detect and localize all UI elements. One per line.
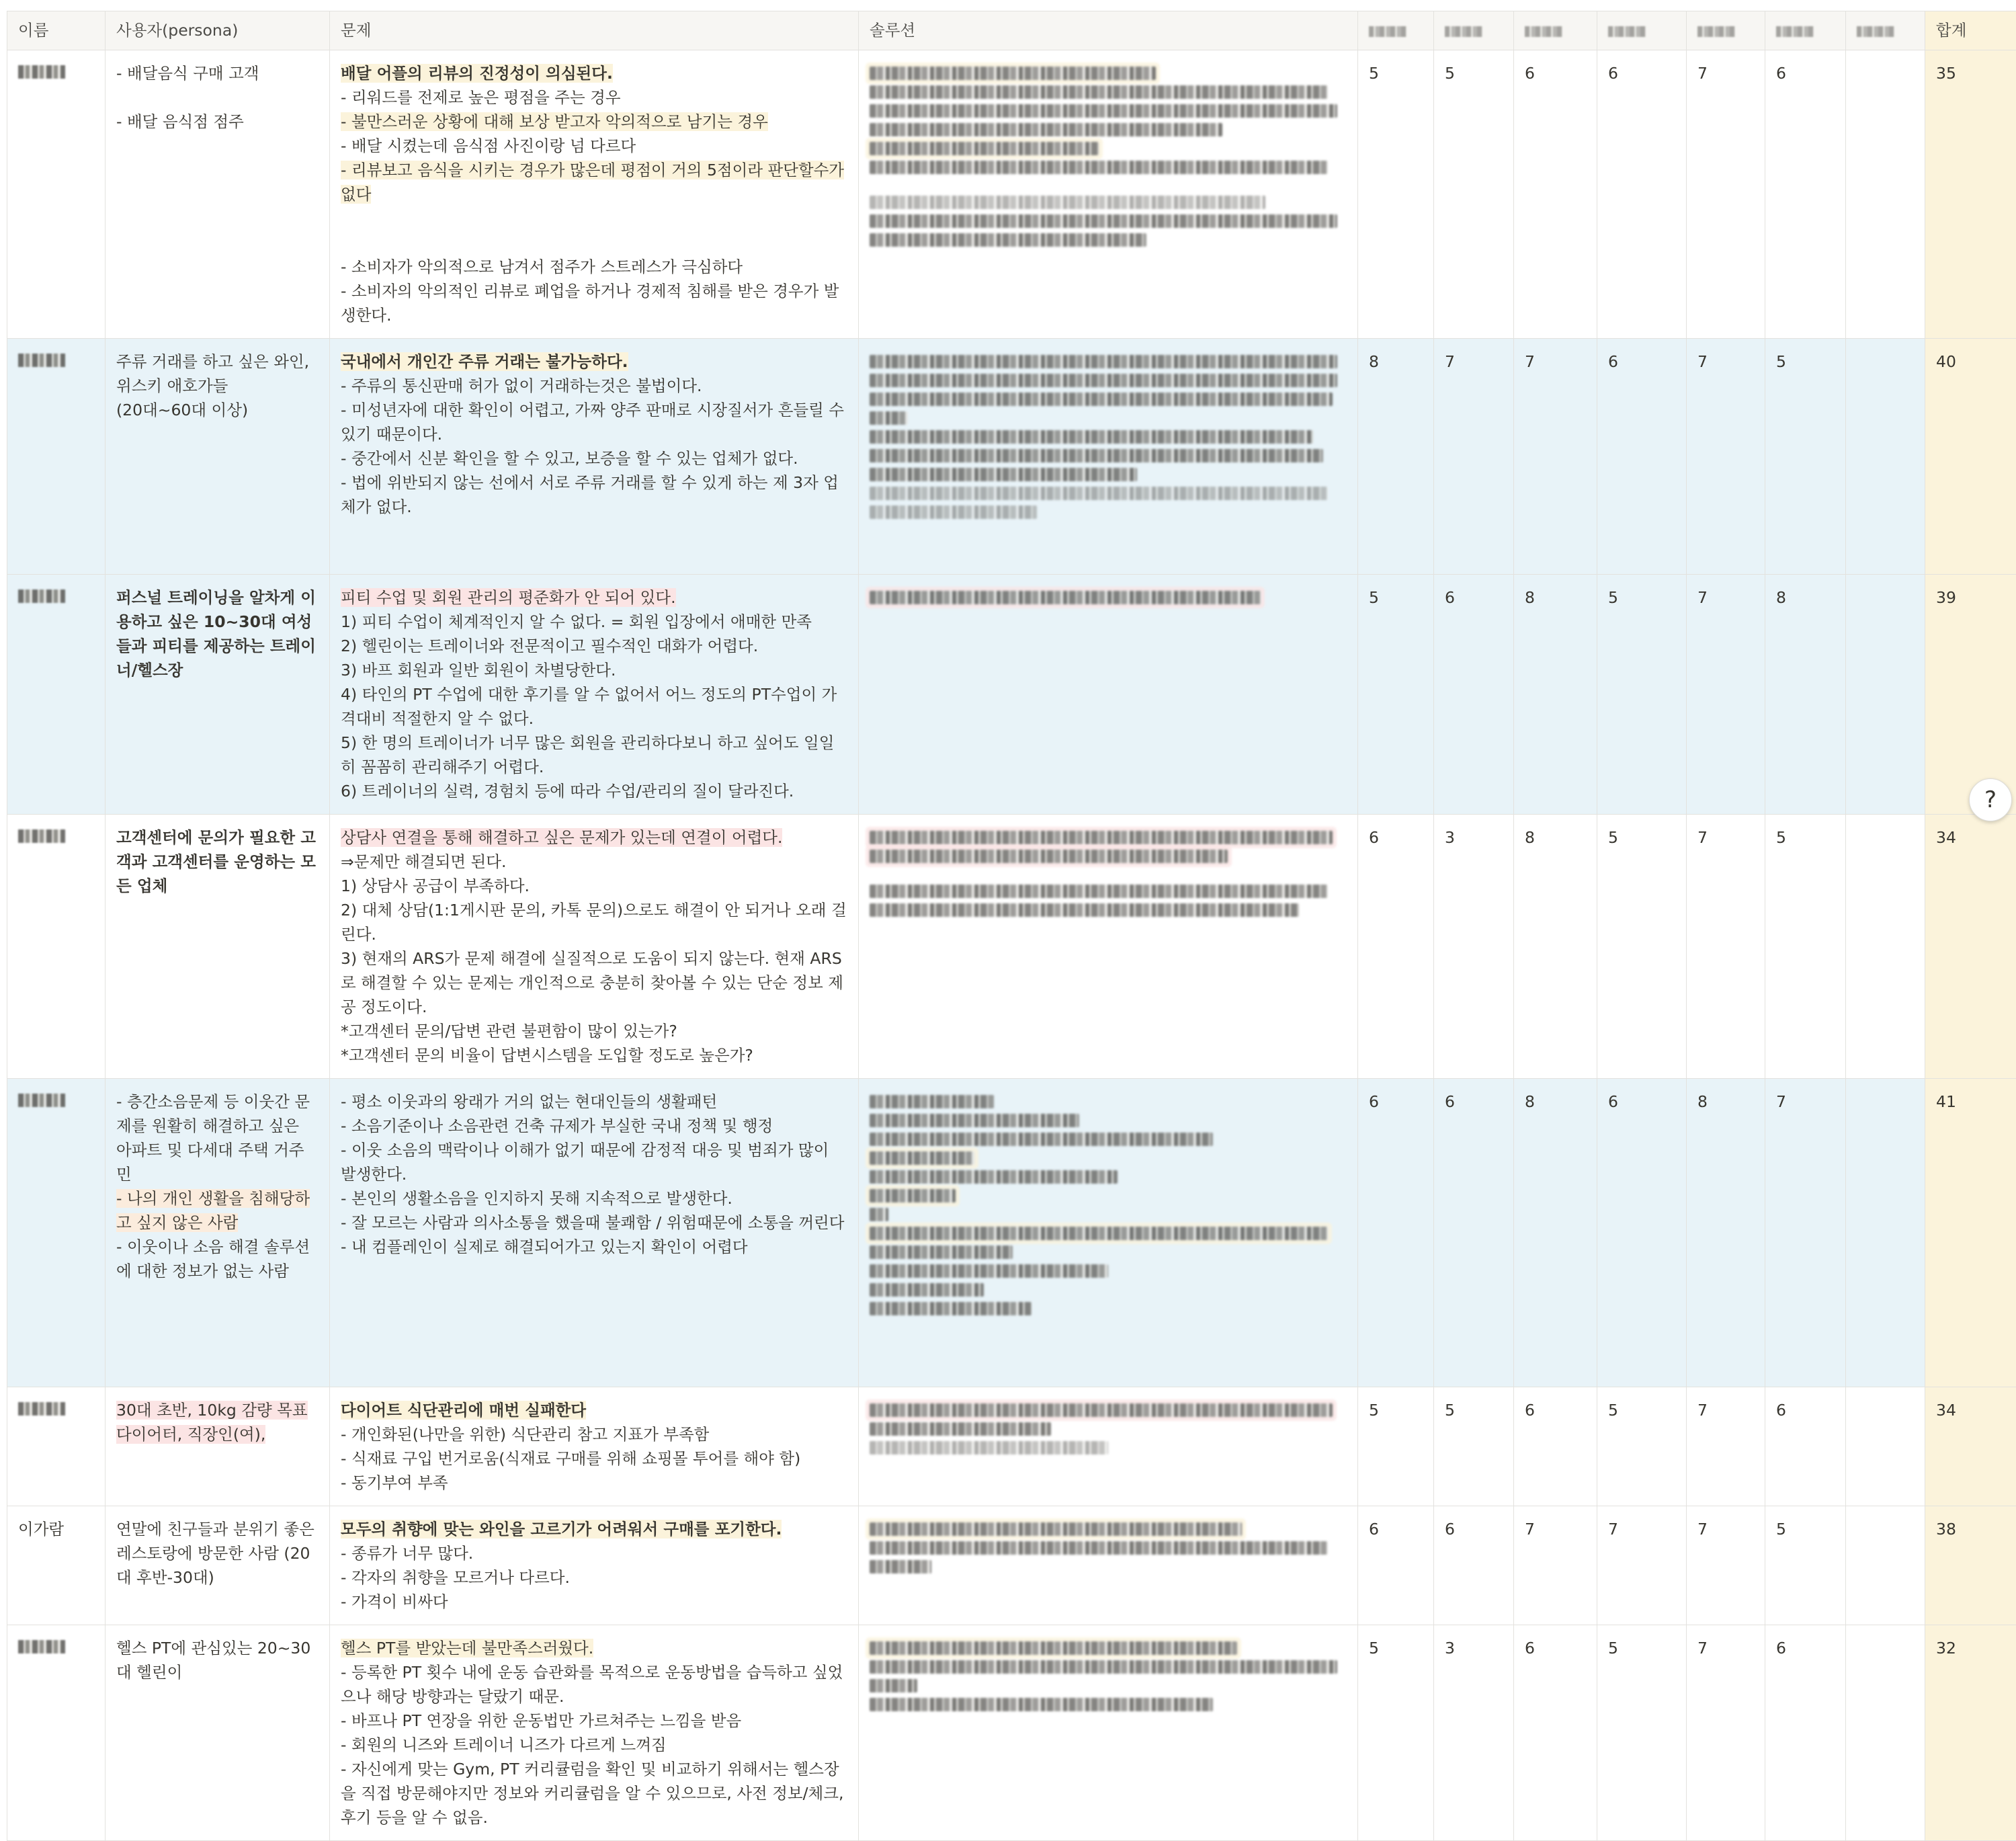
persona-cell[interactable] xyxy=(106,339,330,575)
score-cell[interactable]: 5 xyxy=(1765,339,1846,575)
problem-title: 헬스 PT를 받았는데 불만족스러웠다. xyxy=(341,1639,593,1658)
problem-line: - 개인화된(나만을 위한) 식단관리 참고 지표가 부족함 xyxy=(341,1422,847,1446)
table-row[interactable] xyxy=(7,575,2016,815)
column-header-score-2[interactable] xyxy=(1434,11,1514,50)
score-cell[interactable]: 5 xyxy=(1597,1625,1687,1841)
name-cell[interactable] xyxy=(7,1079,106,1387)
name-cell[interactable] xyxy=(7,339,106,575)
redacted-text xyxy=(870,1522,1242,1536)
problem-line: 6) 트레이너의 실력, 경험치 등에 따라 수업/관리의 질이 달라진다. xyxy=(341,779,847,803)
score-cell[interactable]: 6 xyxy=(1765,1387,1846,1506)
score-cell[interactable]: 8 xyxy=(1514,1079,1597,1387)
score-cell[interactable] xyxy=(1846,1625,1925,1841)
problem-line: - 주류의 통신판매 허가 없이 거래하는것은 불법이다. xyxy=(341,374,847,398)
problem-cell[interactable] xyxy=(330,575,859,815)
total-cell[interactable]: 35 xyxy=(1925,50,2016,339)
persona-cell[interactable] xyxy=(106,1079,330,1387)
redacted-text xyxy=(870,1264,1108,1278)
redacted-name xyxy=(18,1402,65,1416)
column-header-score-7[interactable] xyxy=(1846,11,1925,50)
score-cell[interactable]: 7 xyxy=(1687,815,1765,1079)
problem-line: - 본인의 생활소음을 인지하지 못해 지속적으로 발생한다. xyxy=(341,1186,847,1211)
problem-line: - 내 컴플레인이 실제로 해결되어가고 있는지 확인이 어렵다 xyxy=(341,1235,847,1259)
score-cell[interactable]: 7 xyxy=(1434,339,1514,575)
column-header-problem[interactable]: 문제 xyxy=(330,11,859,50)
score-cell[interactable]: 6 xyxy=(1597,339,1687,575)
redacted-text xyxy=(870,233,1146,247)
problem-line: - 리뷰보고 음식을 시키는 경우가 많은데 평점이 거의 5점이라 판단할수가 없다 xyxy=(341,161,844,204)
problem-line: - 평소 이웃과의 왕래가 거의 없는 현대인들의 생활패턴 xyxy=(341,1090,847,1114)
persona-line: 30대 초반, 10kg 감량 목표 다이어터, 직장인(여), xyxy=(116,1401,308,1444)
solution-cell[interactable] xyxy=(859,1079,1358,1387)
problem-line xyxy=(341,206,847,231)
problem-line: 3) 바프 회원과 일반 회원이 차별당한다. xyxy=(341,658,847,682)
problem-line: - 이웃 소음의 맥락이나 이해가 없기 때문에 감정적 대응 및 범죄가 많이 발생한다. xyxy=(341,1138,847,1186)
solution-cell[interactable] xyxy=(859,1387,1358,1506)
column-header-score-6[interactable] xyxy=(1765,11,1846,50)
column-header-score-3[interactable] xyxy=(1514,11,1597,50)
column-header-name[interactable]: 이름 xyxy=(7,11,106,50)
database-table xyxy=(7,11,2016,1841)
problem-cell[interactable] xyxy=(330,1625,859,1841)
score-cell[interactable]: 6 xyxy=(1434,1506,1514,1625)
problem-title: 국내에서 개인간 주류 거래는 불가능하다. xyxy=(341,352,628,371)
redacted-text xyxy=(870,196,1265,209)
problem-line: - 배달 시켰는데 음식점 사진이랑 넘 다르다 xyxy=(341,134,847,158)
column-header-score-4[interactable] xyxy=(1597,11,1687,50)
column-header-persona[interactable]: 사용자(persona) xyxy=(106,11,330,50)
score-cell[interactable]: 6 xyxy=(1434,1079,1514,1387)
total-cell[interactable]: 40 xyxy=(1925,339,2016,575)
persona-line: - 층간소음문제 등 이웃간 문제를 원활히 해결하고 싶은 아파트 및 다세대 주택 거주민 xyxy=(116,1090,319,1186)
redacted-text xyxy=(870,1151,974,1165)
score-cell[interactable]: 5 xyxy=(1597,815,1687,1079)
redacted-text xyxy=(870,1660,1337,1674)
redacted-text xyxy=(870,1679,917,1692)
score-cell[interactable]: 3 xyxy=(1434,1625,1514,1841)
persona-cell[interactable] xyxy=(106,575,330,815)
redacted-text xyxy=(870,430,1313,444)
score-cell[interactable] xyxy=(1846,50,1925,339)
redacted-header xyxy=(1525,26,1562,37)
problem-title: 배달 어플의 리뷰의 진정성이 의심된다. xyxy=(341,64,613,83)
score-cell[interactable]: 6 xyxy=(1597,1079,1687,1387)
column-header-score-1[interactable] xyxy=(1358,11,1434,50)
redacted-text xyxy=(870,1170,1118,1184)
redacted-header xyxy=(1697,26,1735,37)
problem-line: - 소비자가 악의적으로 남겨서 점주가 스트레스가 극심하다 xyxy=(341,255,847,279)
problem-cell[interactable] xyxy=(330,50,859,339)
problem-line: 2) 헬린이는 트레이너와 전문적이고 필수적인 대화가 어렵다. xyxy=(341,634,847,658)
problem-line: - 소비자의 악의적인 리뷰로 폐업을 하거나 경제적 침해를 받은 경우가 발생한다. xyxy=(341,279,847,327)
persona-line: - 이웃이나 소음 해결 솔루션에 대한 정보가 없는 사람 xyxy=(116,1235,319,1283)
total-cell[interactable]: 39 xyxy=(1925,575,2016,815)
persona-line: - 배달음식 구매 고객 xyxy=(116,61,319,85)
score-cell[interactable]: 5 xyxy=(1597,1387,1687,1506)
problem-cell[interactable] xyxy=(330,1506,859,1625)
redacted-text xyxy=(870,1560,931,1573)
name-cell[interactable] xyxy=(7,575,106,815)
problem-line: - 동기부여 부족 xyxy=(341,1471,847,1495)
name-cell[interactable] xyxy=(7,50,106,339)
score-cell[interactable]: 5 xyxy=(1358,50,1434,339)
redacted-name xyxy=(18,829,65,843)
problem-line: 2) 대체 상담(1:1게시판 문의, 카톡 문의)으로도 해결이 안 되거나 오래 걸린다. xyxy=(341,898,847,946)
problem-line: - 바프나 PT 연장을 위한 운동법만 가르쳐주는 느낌을 받음 xyxy=(341,1709,847,1733)
problem-line: - 중간에서 신분 확인을 할 수 있고, 보증을 할 수 있는 업체가 없다. xyxy=(341,446,847,471)
persona-cell[interactable] xyxy=(106,1387,330,1506)
redacted-text xyxy=(870,1189,956,1202)
score-cell[interactable]: 5 xyxy=(1597,575,1687,815)
redacted-header xyxy=(1857,26,1894,37)
redacted-header xyxy=(1369,26,1406,37)
redacted-text xyxy=(870,67,1156,80)
score-cell[interactable]: 5 xyxy=(1434,50,1514,339)
score-cell[interactable]: 6 xyxy=(1514,1387,1597,1506)
persona-line: 주류 거래를 하고 싶은 와인, 위스키 애호가들 xyxy=(116,350,319,398)
redacted-header xyxy=(1608,26,1646,37)
score-cell[interactable]: 7 xyxy=(1687,50,1765,339)
persona-line: - 배달 음식점 점주 xyxy=(116,110,319,134)
problem-line: - 미성년자에 대한 확인이 어렵고, 가짜 양주 판매로 시장질서가 흔들릴 수 있기 때문이다. xyxy=(341,398,847,446)
table-row[interactable] xyxy=(7,1625,2016,1841)
redacted-name xyxy=(18,589,65,603)
problem-line: ⇒문제만 해결되면 된다. xyxy=(341,850,847,874)
redacted-text xyxy=(870,1227,1328,1240)
redacted-text xyxy=(870,85,1328,99)
score-cell[interactable]: 7 xyxy=(1765,1079,1846,1387)
persona-cell[interactable] xyxy=(106,1506,330,1625)
redacted-text xyxy=(870,1245,1013,1259)
redacted-text xyxy=(870,411,908,425)
score-cell[interactable]: 5 xyxy=(1765,815,1846,1079)
problem-line: 4) 타인의 PT 수업에 대한 후기를 알 수 없어서 어느 정도의 PT수업이 가격대비 적절한지 알 수 없다. xyxy=(341,682,847,731)
redacted-text xyxy=(870,123,1222,136)
score-cell[interactable]: 7 xyxy=(1687,1625,1765,1841)
redacted-text xyxy=(870,885,1328,898)
redacted-name xyxy=(18,1094,65,1107)
problem-title: 다이어트 식단관리에 매번 실패한다 xyxy=(341,1401,586,1420)
problem-cell[interactable] xyxy=(330,339,859,575)
problem-line: - 가격이 비싸다 xyxy=(341,1590,847,1614)
problem-line: *고객센터 문의 비율이 답변시스템을 도입할 정도로 높은가? xyxy=(341,1043,847,1067)
redacted-text xyxy=(870,1422,1051,1436)
problem-line: - 잘 모르는 사람과 의사소통을 했을때 불쾌함 / 위험때문에 소통을 꺼린다 xyxy=(341,1211,847,1235)
redacted-text xyxy=(870,591,1261,604)
score-cell[interactable]: 6 xyxy=(1358,815,1434,1079)
problem-line: 1) 피티 수업이 체계적인지 알 수 없다. = 회원 입장에서 애매한 만족 xyxy=(341,610,847,634)
score-cell[interactable] xyxy=(1846,339,1925,575)
table-row[interactable] xyxy=(7,1079,2016,1387)
persona-line: - 나의 개인 생활을 침해당하고 싶지 않은 사람 xyxy=(116,1189,310,1232)
problem-cell[interactable] xyxy=(330,1079,859,1387)
redacted-header xyxy=(1776,26,1814,37)
redacted-text xyxy=(870,393,1333,406)
redacted-text xyxy=(870,1095,994,1108)
redacted-text xyxy=(870,355,1337,368)
problem-line: - 등록한 PT 횟수 내에 운동 습관화를 목적으로 운동방법을 습득하고 싶었으나 해당 방향과는 달랐기 때문. xyxy=(341,1660,847,1709)
score-cell[interactable]: 5 xyxy=(1434,1387,1514,1506)
persona-line: 퍼스널 트레이닝을 알차게 이용하고 싶은 10~30대 여성들과 피티를 제공하는 트레이너/헬스장 xyxy=(116,585,319,682)
problem-line: - 법에 위반되지 않는 선에서 서로 주류 거래를 할 수 있게 하는 제 3자 업체가 없다. xyxy=(341,471,847,519)
table-row[interactable] xyxy=(7,339,2016,575)
score-cell[interactable]: 5 xyxy=(1765,1506,1846,1625)
name-cell[interactable]: 이가람 xyxy=(7,1506,106,1625)
redacted-text xyxy=(870,1133,1213,1146)
score-cell[interactable]: 5 xyxy=(1358,1625,1434,1841)
problem-title: 상담사 연결을 통해 해결하고 싶은 문제가 있는데 연결이 어렵다. xyxy=(341,828,782,847)
redacted-text xyxy=(870,487,1328,500)
score-cell[interactable]: 7 xyxy=(1514,339,1597,575)
redacted-text xyxy=(870,449,1323,462)
score-cell[interactable]: 6 xyxy=(1358,1506,1434,1625)
table-row[interactable] xyxy=(7,50,2016,339)
redacted-text xyxy=(870,104,1337,118)
persona-cell[interactable] xyxy=(106,1625,330,1841)
score-cell[interactable] xyxy=(1846,1387,1925,1506)
redacted-name xyxy=(18,354,65,367)
help-button[interactable] xyxy=(1969,778,2012,821)
solution-cell[interactable] xyxy=(859,1506,1358,1625)
persona-cell[interactable] xyxy=(106,50,330,339)
question-mark-icon: ? xyxy=(1984,786,1997,813)
redacted-text xyxy=(870,831,1333,844)
score-cell[interactable]: 8 xyxy=(1687,1079,1765,1387)
score-cell[interactable]: 7 xyxy=(1687,575,1765,815)
total-cell[interactable]: 32 xyxy=(1925,1625,2016,1841)
problem-line: *고객센터 문의/답변 관련 불편함이 많이 있는가? xyxy=(341,1019,847,1043)
persona-line: 연말에 친구들과 분위기 좋은 레스토랑에 방문한 사람 (20대 후반-30대) xyxy=(116,1517,319,1590)
redacted-text xyxy=(870,468,1137,481)
score-cell[interactable] xyxy=(1846,1079,1925,1387)
score-cell[interactable]: 6 xyxy=(1514,50,1597,339)
header-row xyxy=(7,11,2016,50)
score-cell[interactable]: 6 xyxy=(1434,575,1514,815)
total-cell[interactable]: 34 xyxy=(1925,815,2016,1079)
problem-line: - 각자의 취향을 모르거나 다르다. xyxy=(341,1565,847,1590)
column-header-score-5[interactable] xyxy=(1687,11,1765,50)
redacted-text xyxy=(870,161,1328,174)
redacted-text xyxy=(870,1403,1333,1417)
total-cell[interactable]: 41 xyxy=(1925,1079,2016,1387)
total-cell[interactable]: 38 xyxy=(1925,1506,2016,1625)
problem-line: - 식재료 구입 번거로움(식재료 구매를 위해 쇼핑몰 투어를 해야 함) xyxy=(341,1446,847,1471)
name-cell[interactable] xyxy=(7,1387,106,1506)
problem-line: 3) 현재의 ARS가 문제 해결에 실질적으로 도움이 되지 않는다. 현재 ARS로 해결할 수 있는 문제는 개인적으로 충분히 찾아볼 수 있는 단순 정보 제공 정도이다. xyxy=(341,946,847,1019)
solution-cell[interactable] xyxy=(859,50,1358,339)
score-cell[interactable]: 7 xyxy=(1687,1506,1765,1625)
score-cell[interactable] xyxy=(1846,1506,1925,1625)
persona-line: (20대~60대 이상) xyxy=(116,398,319,422)
redacted-text xyxy=(870,1208,888,1221)
solution-cell[interactable] xyxy=(859,815,1358,1079)
redacted-text xyxy=(870,1641,1237,1655)
redacted-text xyxy=(870,1114,1079,1127)
problem-line: - 자신에게 맞는 Gym, PT 커리큘럼을 확인 및 비교하기 위해서는 헬스장을 직접 방문해야지만 정보와 커리큘럼을 알 수 있으므로, 사전 정보/체크, 후기 등을 알 수 없음. xyxy=(341,1757,847,1830)
problem-line: 5) 한 명의 트레이너가 너무 많은 회원을 관리하다보니 하고 싶어도 일일히 꼼꼼히 관리해주기 어렵다. xyxy=(341,731,847,779)
total-cell[interactable]: 34 xyxy=(1925,1387,2016,1506)
score-cell[interactable]: 8 xyxy=(1765,575,1846,815)
redacted-text xyxy=(870,1283,984,1297)
score-cell[interactable] xyxy=(1846,575,1925,815)
problem-line: - 리워드를 전제로 높은 평점을 주는 경우 xyxy=(341,85,847,110)
solution-cell[interactable] xyxy=(859,575,1358,815)
score-cell[interactable]: 8 xyxy=(1358,339,1434,575)
score-cell[interactable]: 8 xyxy=(1514,815,1597,1079)
problem-cell[interactable] xyxy=(330,1387,859,1506)
redacted-text xyxy=(870,214,1337,228)
redacted-text xyxy=(870,850,1228,863)
persona-line: 고객센터에 문의가 필요한 고객과 고객센터를 운영하는 모든 업체 xyxy=(116,825,319,898)
solution-cell[interactable] xyxy=(859,339,1358,575)
score-cell[interactable]: 5 xyxy=(1358,575,1434,815)
score-cell[interactable]: 6 xyxy=(1358,1079,1434,1387)
problem-line: - 소음기준이나 소음관련 건축 규제가 부실한 국내 정책 및 행정 xyxy=(341,1114,847,1138)
table-row[interactable] xyxy=(7,815,2016,1079)
redacted-name xyxy=(18,1640,65,1653)
score-cell[interactable]: 6 xyxy=(1597,50,1687,339)
redacted-text xyxy=(870,903,1299,917)
redacted-text xyxy=(870,374,1337,387)
problem-line xyxy=(341,231,847,255)
persona-line xyxy=(116,85,319,110)
name-cell[interactable] xyxy=(7,1625,106,1841)
column-header-sum[interactable]: 합계 xyxy=(1925,11,2016,50)
problem-title: 모두의 취향에 맞는 와인을 고르기가 어려워서 구매를 포기한다. xyxy=(341,1520,782,1539)
redacted-text xyxy=(870,142,1099,155)
problem-cell[interactable] xyxy=(330,815,859,1079)
problem-title: 피티 수업 및 회원 관리의 평준화가 안 되어 있다. xyxy=(341,588,676,607)
column-header-solution[interactable]: 솔루션 xyxy=(859,11,1358,50)
persona-line: 헬스 PT에 관심있는 20~30대 헬린이 xyxy=(116,1636,319,1684)
redacted-header xyxy=(1445,26,1482,37)
table-row[interactable] xyxy=(7,1387,2016,1506)
score-cell[interactable]: 3 xyxy=(1434,815,1514,1079)
persona-cell[interactable] xyxy=(106,815,330,1079)
score-cell[interactable] xyxy=(1846,815,1925,1079)
problem-line: - 불만스러운 상황에 대해 보상 받고자 악의적으로 남기는 경우 xyxy=(341,112,768,131)
name-cell[interactable] xyxy=(7,815,106,1079)
redacted-text xyxy=(870,1302,1032,1315)
solution-cell[interactable] xyxy=(859,1625,1358,1841)
score-cell[interactable]: 7 xyxy=(1597,1506,1687,1625)
redacted-name xyxy=(18,65,65,79)
redacted-text xyxy=(870,1441,1108,1455)
score-cell[interactable]: 7 xyxy=(1687,339,1765,575)
redacted-text xyxy=(870,1541,1328,1555)
score-cell[interactable]: 8 xyxy=(1514,575,1597,815)
score-cell[interactable]: 7 xyxy=(1514,1506,1597,1625)
problem-line: - 종류가 너무 많다. xyxy=(341,1541,847,1565)
score-cell[interactable]: 6 xyxy=(1765,50,1846,339)
table-row[interactable] xyxy=(7,1506,2016,1625)
score-cell[interactable]: 6 xyxy=(1514,1625,1597,1841)
problem-line: 1) 상담사 공급이 부족하다. xyxy=(341,874,847,898)
score-cell[interactable]: 5 xyxy=(1358,1387,1434,1506)
redacted-text xyxy=(870,505,1037,519)
redacted-text xyxy=(870,1698,1213,1711)
problem-line: - 회원의 니즈와 트레이너 니즈가 다르게 느껴짐 xyxy=(341,1733,847,1757)
score-cell[interactable]: 7 xyxy=(1687,1387,1765,1506)
score-cell[interactable]: 6 xyxy=(1765,1625,1846,1841)
